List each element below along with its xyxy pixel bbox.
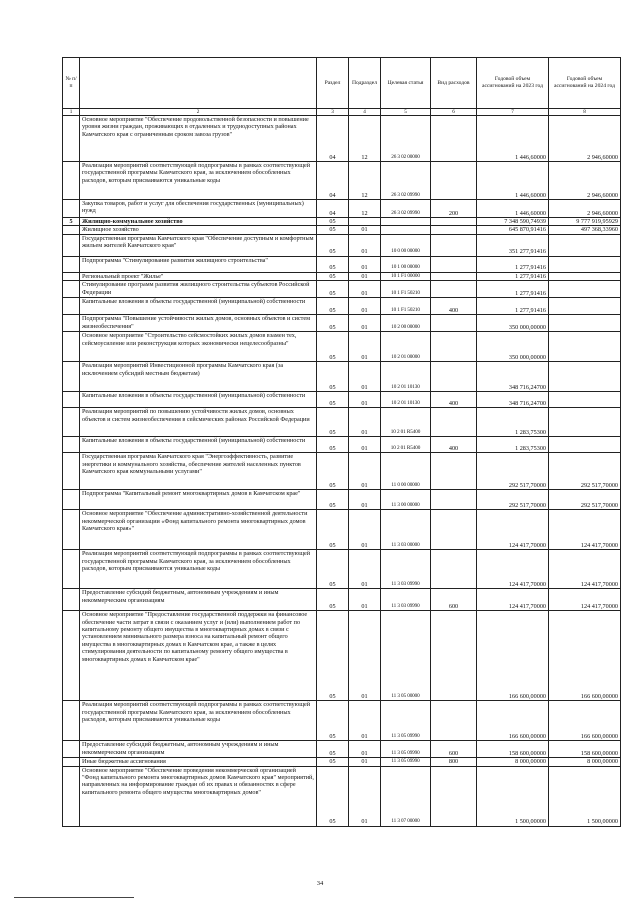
row-name: Основное мероприятие "Предоставление государственной поддержки на финансовое обеспечение части затрат в связи с оказанием услуг и (или) выполнением работ по капитальному ремонту общего имущества в многоквартирных домах в связи с установлением минимального размера взноса на капитальный ремонт общего имущества в многоквартирных домах в Камчатском крае, а также в целях стимулирования деятельности по капитальному ремонту общего имущества в многоквартирных домах в Камчатском крае" (80, 611, 317, 701)
row-subsection: 01 (349, 392, 381, 408)
col-index: 1 (63, 109, 80, 116)
row-number (63, 766, 80, 826)
row-number (63, 408, 80, 437)
row-section: 05 (317, 392, 349, 408)
row-number (63, 701, 80, 741)
header-subsection: Подраздел (349, 58, 381, 109)
row-amount-2023: 1 500,00000 (477, 766, 549, 826)
col-index: 4 (349, 109, 381, 116)
row-subsection: 01 (349, 550, 381, 589)
row-section: 05 (317, 766, 349, 826)
row-cost-type (431, 362, 477, 392)
row-subsection: 01 (349, 589, 381, 611)
row-amount-2024 (549, 315, 621, 332)
row-subsection (349, 218, 381, 226)
row-amount-2023: 8 000,00000 (477, 758, 549, 766)
row-section: 05 (317, 437, 349, 453)
row-subsection: 12 (349, 200, 381, 218)
row-amount-2023: 1 446,60000 (477, 162, 549, 200)
budget-table-sheet (62, 57, 620, 827)
row-number (63, 611, 80, 701)
row-number (63, 453, 80, 490)
row-target-article: 10 2 01 R5400 (381, 408, 431, 437)
row-subsection: 01 (349, 256, 381, 272)
row-target-article: 10 2 00 00000 (381, 315, 431, 332)
row-section: 05 (317, 298, 349, 315)
row-target-article: 11 3 05 00000 (381, 611, 431, 701)
row-section: 05 (317, 234, 349, 256)
table-row (63, 281, 621, 298)
row-number (63, 437, 80, 453)
row-subsection: 01 (349, 437, 381, 453)
table-row (63, 741, 621, 758)
row-name: Иные бюджетные ассигнования (80, 758, 317, 766)
table-row (63, 453, 621, 490)
footer-rule (14, 897, 134, 898)
row-name: Реализация мероприятий Инвестиционной программы Камчатского края (за исключением субсидий местным бюджетам) (80, 362, 317, 392)
col-index: 7 (477, 109, 549, 116)
row-amount-2023: 1 277,91416 (477, 281, 549, 298)
row-amount-2023: 124 417,70000 (477, 510, 549, 550)
row-amount-2024 (549, 362, 621, 392)
row-cost-type (431, 701, 477, 741)
row-cost-type (431, 490, 477, 510)
row-number (63, 256, 80, 272)
row-section: 05 (317, 408, 349, 437)
header-cost-type: Вид расходов (431, 58, 477, 109)
row-subsection: 01 (349, 741, 381, 758)
row-subsection: 01 (349, 298, 381, 315)
row-cost-type: 800 (431, 758, 477, 766)
row-cost-type (431, 234, 477, 256)
row-target-article: 11 3 05 09990 (381, 758, 431, 766)
row-name: Реализация мероприятий соответствующей подпрограммы в рамках соответствующей государственной программы Камчатского края, за исключением обособленных расходов, которым присваиваются уникальные коды (80, 162, 317, 200)
table-row (63, 234, 621, 256)
row-number (63, 490, 80, 510)
row-name: Реализация мероприятий по повышению устойчивости жилых домов, основных объектов и систем жизнеобеспечения в сейсмических районах Российской Федерации (80, 408, 317, 437)
header-2023: Годовой объем ассигнований на 2023 год (477, 58, 549, 109)
row-target-article: 10 1 F1 00000 (381, 272, 431, 280)
row-subsection: 01 (349, 281, 381, 298)
table-row (63, 437, 621, 453)
row-cost-type (431, 550, 477, 589)
row-name: Реализация мероприятий соответствующей подпрограммы в рамках соответствующей государственной программы Камчатского края, за исключением обособленных расходов, которым присваиваются уникальные коды (80, 550, 317, 589)
row-amount-2023: 645 870,91416 (477, 226, 549, 234)
row-number (63, 550, 80, 589)
table-row (63, 256, 621, 272)
row-number (63, 741, 80, 758)
table-row (63, 408, 621, 437)
row-target-article: 11 3 03 09990 (381, 550, 431, 589)
table-row (63, 332, 621, 362)
row-number (63, 758, 80, 766)
table-row (63, 766, 621, 826)
row-number (63, 226, 80, 234)
row-amount-2023: 1 277,91416 (477, 298, 549, 315)
row-section: 05 (317, 589, 349, 611)
header-2024: Годовой объем ассигнований на 2024 год (549, 58, 621, 109)
row-number (63, 392, 80, 408)
row-cost-type (431, 315, 477, 332)
table-row (63, 272, 621, 280)
row-name: Основное мероприятие "Обеспечение проведения некоммерческой организацией "Фонд капитального ремонта многоквартирных домов Камчатского края" мероприятий, направленных на информирование граждан об их правах и обязанностях в сфере капитального ремонта общего имущества многоквартирных домов" (80, 766, 317, 826)
row-amount-2024: 2 946,60000 (549, 162, 621, 200)
row-target-article: 10 1 00 00000 (381, 256, 431, 272)
row-amount-2024 (549, 256, 621, 272)
table-row (63, 200, 621, 218)
row-amount-2023: 124 417,70000 (477, 550, 549, 589)
row-number (63, 116, 80, 162)
row-target-article: 11 3 00 00000 (381, 490, 431, 510)
row-amount-2023: 350 000,00000 (477, 332, 549, 362)
row-name: Государственная программа Камчатского края "Обеспечение доступным и комфортным жильем жителей Камчатского края" (80, 234, 317, 256)
row-cost-type: 400 (431, 437, 477, 453)
row-amount-2024: 124 417,70000 (549, 550, 621, 589)
table-row (63, 218, 621, 226)
row-target-article: 26 3 02 09990 (381, 162, 431, 200)
row-name: Стимулирование программ развития жилищного строительства субъектов Российской Федерации (80, 281, 317, 298)
row-section: 05 (317, 256, 349, 272)
row-target-article: 11 3 05 09990 (381, 741, 431, 758)
table-header-row (63, 58, 621, 109)
row-number (63, 272, 80, 280)
row-amount-2024: 158 600,00000 (549, 741, 621, 758)
row-subsection: 01 (349, 453, 381, 490)
row-amount-2024: 124 417,70000 (549, 510, 621, 550)
row-amount-2024 (549, 298, 621, 315)
row-subsection: 01 (349, 226, 381, 234)
row-amount-2024: 1 500,00000 (549, 766, 621, 826)
table-row (63, 116, 621, 162)
row-name: Предоставление субсидий бюджетным, автономным учреждениям и иным некоммерческим организациям (80, 589, 317, 611)
row-amount-2024: 124 417,70000 (549, 589, 621, 611)
row-amount-2024: 166 600,00000 (549, 611, 621, 701)
col-index: 2 (80, 109, 317, 116)
row-section: 05 (317, 332, 349, 362)
row-target-article: 10 2 01 R5400 (381, 437, 431, 453)
row-section: 05 (317, 218, 349, 226)
row-subsection: 01 (349, 758, 381, 766)
row-cost-type (431, 281, 477, 298)
row-number (63, 315, 80, 332)
table-row (63, 550, 621, 589)
row-target-article: 26 3 02 00000 (381, 116, 431, 162)
row-section: 05 (317, 550, 349, 589)
row-amount-2024 (549, 332, 621, 362)
row-amount-2024 (549, 392, 621, 408)
row-amount-2023: 1 446,60000 (477, 116, 549, 162)
row-amount-2023: 348 716,24700 (477, 392, 549, 408)
row-number (63, 234, 80, 256)
col-index: 3 (317, 109, 349, 116)
row-section: 05 (317, 611, 349, 701)
row-amount-2024 (549, 437, 621, 453)
row-subsection: 01 (349, 332, 381, 362)
row-amount-2024: 8 000,00000 (549, 758, 621, 766)
row-subsection: 01 (349, 766, 381, 826)
row-subsection: 01 (349, 490, 381, 510)
row-name: Капитальные вложения в объекты государственной (муниципальной) собственности (80, 392, 317, 408)
table-row (63, 490, 621, 510)
row-number (63, 200, 80, 218)
row-cost-type (431, 611, 477, 701)
row-amount-2023: 1 446,60000 (477, 200, 549, 218)
table-row (63, 226, 621, 234)
row-subsection: 12 (349, 162, 381, 200)
row-target-article: 11 0 00 00000 (381, 453, 431, 490)
row-amount-2023: 292 517,70000 (477, 453, 549, 490)
row-target-article (381, 218, 431, 226)
row-name: Региональный проект "Жилье" (80, 272, 317, 280)
row-section: 05 (317, 281, 349, 298)
row-section: 04 (317, 200, 349, 218)
row-amount-2024 (549, 234, 621, 256)
row-target-article: 10 2 01 00000 (381, 332, 431, 362)
row-amount-2023: 7 348 590,74939 (477, 218, 549, 226)
row-name: Жилищное хозяйство (80, 226, 317, 234)
row-cost-type (431, 408, 477, 437)
row-subsection: 12 (349, 116, 381, 162)
row-subsection: 01 (349, 510, 381, 550)
row-subsection: 01 (349, 701, 381, 741)
row-amount-2023: 350 000,00000 (477, 315, 549, 332)
row-amount-2023: 348 716,24700 (477, 362, 549, 392)
row-cost-type: 600 (431, 589, 477, 611)
row-section: 05 (317, 758, 349, 766)
row-name: Подпрограмма "Капитальный ремонт многоквартирных домов в Камчатском крае" (80, 490, 317, 510)
row-section: 05 (317, 453, 349, 490)
row-amount-2023: 292 517,70000 (477, 490, 549, 510)
row-cost-type: 600 (431, 741, 477, 758)
column-index-row (63, 109, 621, 116)
row-section: 05 (317, 362, 349, 392)
table-row (63, 611, 621, 701)
row-amount-2024: 292 517,70000 (549, 453, 621, 490)
header-num: № п/п (63, 58, 80, 109)
col-index: 6 (431, 109, 477, 116)
row-amount-2023: 158 600,00000 (477, 741, 549, 758)
budget-table (62, 57, 621, 827)
row-amount-2024: 9 777 919,95929 (549, 218, 621, 226)
header-name (80, 58, 317, 109)
row-cost-type (431, 256, 477, 272)
row-subsection: 01 (349, 408, 381, 437)
row-target-article: 11 3 03 00000 (381, 510, 431, 550)
row-section: 05 (317, 701, 349, 741)
row-section: 04 (317, 162, 349, 200)
row-amount-2024: 2 946,60000 (549, 116, 621, 162)
col-index: 8 (549, 109, 621, 116)
row-amount-2024 (549, 272, 621, 280)
row-name: Основное мероприятие "Строительство сейсмостойких жилых домов взамен тех, сейсмоусиление или реконструкция которых экономически нецелесообразны" (80, 332, 317, 362)
row-amount-2024 (549, 281, 621, 298)
row-number (63, 589, 80, 611)
row-amount-2023: 166 600,00000 (477, 701, 549, 741)
row-amount-2023: 166 600,00000 (477, 611, 549, 701)
row-section: 05 (317, 741, 349, 758)
row-target-article: 10 1 F1 50210 (381, 281, 431, 298)
table-row (63, 362, 621, 392)
row-target-article: 10 2 01 10130 (381, 362, 431, 392)
row-amount-2023: 124 417,70000 (477, 589, 549, 611)
row-cost-type (431, 766, 477, 826)
row-cost-type (431, 226, 477, 234)
row-name: Закупка товаров, работ и услуг для обеспечения государственных (муниципальных) нужд (80, 200, 317, 218)
row-amount-2023: 1 283,75300 (477, 408, 549, 437)
table-row (63, 589, 621, 611)
row-target-article: 10 0 00 00000 (381, 234, 431, 256)
row-section: 05 (317, 226, 349, 234)
row-number: 5 (63, 218, 80, 226)
header-section: Раздел (317, 58, 349, 109)
row-target-article: 11 3 05 09990 (381, 701, 431, 741)
table-row (63, 758, 621, 766)
row-amount-2023: 1 283,75300 (477, 437, 549, 453)
row-cost-type (431, 510, 477, 550)
row-name: Реализация мероприятий соответствующей подпрограммы в рамках соответствующей государственной программы Камчатского края, за исключением обособленных расходов, которым присваиваются уникальные коды (80, 701, 317, 741)
row-target-article: 10 2 01 10130 (381, 392, 431, 408)
row-target-article: 26 3 02 09990 (381, 200, 431, 218)
row-number (63, 162, 80, 200)
row-target-article: 10 1 F1 50210 (381, 298, 431, 315)
row-target-article: 11 3 03 09990 (381, 589, 431, 611)
row-target-article (381, 226, 431, 234)
row-amount-2024 (549, 408, 621, 437)
row-section: 05 (317, 315, 349, 332)
row-cost-type (431, 272, 477, 280)
row-amount-2024: 292 517,70000 (549, 490, 621, 510)
row-cost-type (431, 332, 477, 362)
row-cost-type (431, 162, 477, 200)
table-row (63, 298, 621, 315)
col-index: 5 (381, 109, 431, 116)
header-target: Целевая статья (381, 58, 431, 109)
row-cost-type: 200 (431, 200, 477, 218)
row-amount-2024: 2 946,60000 (549, 200, 621, 218)
row-number (63, 281, 80, 298)
row-number (63, 298, 80, 315)
row-name: Подпрограмма "Стимулирование развития жилищного строительства" (80, 256, 317, 272)
row-section: 05 (317, 272, 349, 280)
table-row (63, 392, 621, 408)
row-cost-type (431, 453, 477, 490)
row-section: 04 (317, 116, 349, 162)
row-name: Основное мероприятие "Обеспечение административно-хозяйственной деятельности некоммерческой организации «Фонд капитального ремонта многоквартирных домов Камчатского края»" (80, 510, 317, 550)
row-subsection: 01 (349, 362, 381, 392)
row-cost-type (431, 218, 477, 226)
row-subsection: 01 (349, 272, 381, 280)
row-cost-type (431, 116, 477, 162)
table-row (63, 162, 621, 200)
row-number (63, 332, 80, 362)
row-subsection: 01 (349, 315, 381, 332)
row-number (63, 510, 80, 550)
row-name: Капитальные вложения в объекты государственной (муниципальной) собственности (80, 437, 317, 453)
row-cost-type: 400 (431, 298, 477, 315)
row-amount-2024: 497 368,33960 (549, 226, 621, 234)
table-row (63, 701, 621, 741)
row-name: Основное мероприятие "Обеспечение продовольственной безопасности и повышение уровня жизни граждан, проживающих в отдаленных и труднодоступных районах Камчатского края с ограниченным сроком завоза грузов" (80, 116, 317, 162)
row-subsection: 01 (349, 611, 381, 701)
row-section: 05 (317, 510, 349, 550)
table-row (63, 510, 621, 550)
table-row (63, 315, 621, 332)
row-subsection: 01 (349, 234, 381, 256)
row-name: Капитальные вложения в объекты государственной (муниципальной) собственности (80, 298, 317, 315)
row-name: Государственная программа Камчатского края "Энергоэффективность, развитие энергетики и коммунального хозяйства, обеспечение жителей населенных пунктов Камчатского края коммунальными услугами" (80, 453, 317, 490)
row-amount-2023: 1 277,91416 (477, 256, 549, 272)
row-cost-type: 400 (431, 392, 477, 408)
row-section: 05 (317, 490, 349, 510)
row-name: Предоставление субсидий бюджетным, автономным учреждениям и иным некоммерческим организациям (80, 741, 317, 758)
row-amount-2024: 166 600,00000 (549, 701, 621, 741)
row-name: Подпрограмма "Повышение устойчивости жилых домов, основных объектов и систем жизнеобеспечения" (80, 315, 317, 332)
row-amount-2023: 1 277,91416 (477, 272, 549, 280)
page-number: 34 (316, 880, 324, 887)
row-number (63, 362, 80, 392)
row-name: Жилищно-коммунальное хозяйство (80, 218, 317, 226)
row-amount-2023: 351 277,91416 (477, 234, 549, 256)
row-target-article: 11 3 07 00000 (381, 766, 431, 826)
